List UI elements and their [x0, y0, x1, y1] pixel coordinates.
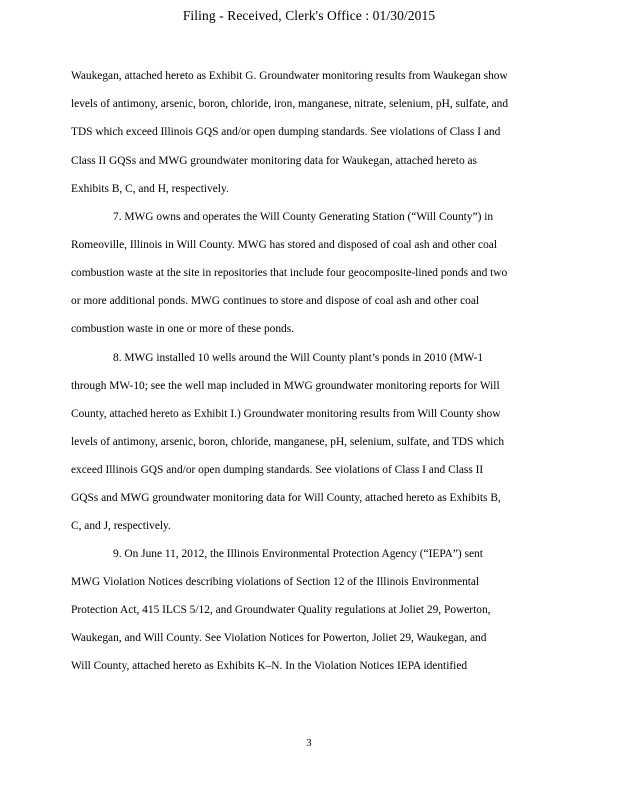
body-line: County, attached hereto as Exhibit I.) Groundwater monitoring results from Will County show: [71, 408, 501, 420]
body-line: or more additional ponds. MWG continues to store and dispose of coal ash and other coal: [71, 295, 480, 307]
body-line: Waukegan, attached hereto as Exhibit G. Groundwater monitoring results from Waukegan show: [71, 70, 508, 82]
paragraph-7-start: 7. MWG owns and operates the Will County Generating Station (“Will County”) in: [113, 211, 494, 223]
body-line: Class II GQSs and MWG groundwater monitoring data for Waukegan, attached hereto as: [71, 155, 477, 167]
filing-stamp-header: Filing - Received, Clerk's Office : 01/30/2015: [182, 8, 436, 23]
page-number: 3: [306, 738, 312, 749]
body-line: GQSs and MWG groundwater monitoring data for Will County, attached hereto as Exhibits B,: [71, 492, 501, 504]
body-line: Romeoville, Illinois in Will County. MWG has stored and disposed of coal ash and other coal: [71, 239, 497, 251]
body-line: levels of antimony, arsenic, boron, chloride, iron, manganese, nitrate, selenium, pH, sulfate, and: [71, 98, 509, 110]
body-line: Exhibits B, C, and H, respectively.: [71, 183, 229, 195]
body-line: exceed Illinois GQS and/or open dumping standards. See violations of Class I and Class II: [71, 464, 484, 476]
paragraph-8-start: 8. MWG installed 10 wells around the Will County plant’s ponds in 2010 (MW-1: [113, 352, 484, 364]
body-line: MWG Violation Notices describing violations of Section 12 of the Illinois Environmental: [71, 576, 480, 588]
body-line: Protection Act, 415 ILCS 5/12, and Groundwater Quality regulations at Joliet 29, Powerton,: [71, 604, 491, 616]
body-line: combustion waste in one or more of these ponds.: [71, 323, 295, 335]
paragraph-9-start: 9. On June 11, 2012, the Illinois Environmental Protection Agency (“IEPA”) sent: [113, 548, 483, 560]
body-line: through MW-10; see the well map included in MWG groundwater monitoring reports for Will: [71, 380, 500, 392]
body-line: TDS which exceed Illinois GQS and/or open dumping standards. See violations of Class I and: [71, 126, 501, 138]
body-line: levels of antimony, arsenic, boron, chloride, manganese, pH, selenium, sulfate, and TDS which: [71, 436, 505, 448]
body-line: Will County, attached hereto as Exhibits K–N. In the Violation Notices IEPA identified: [71, 660, 468, 672]
body-line: Waukegan, and Will County. See Violation Notices for Powerton, Joliet 29, Waukegan, and: [71, 632, 487, 644]
body-line: combustion waste at the site in repositories that include four geocomposite-lined ponds and two: [71, 267, 508, 279]
body-line: C, and J, respectively.: [71, 520, 171, 532]
